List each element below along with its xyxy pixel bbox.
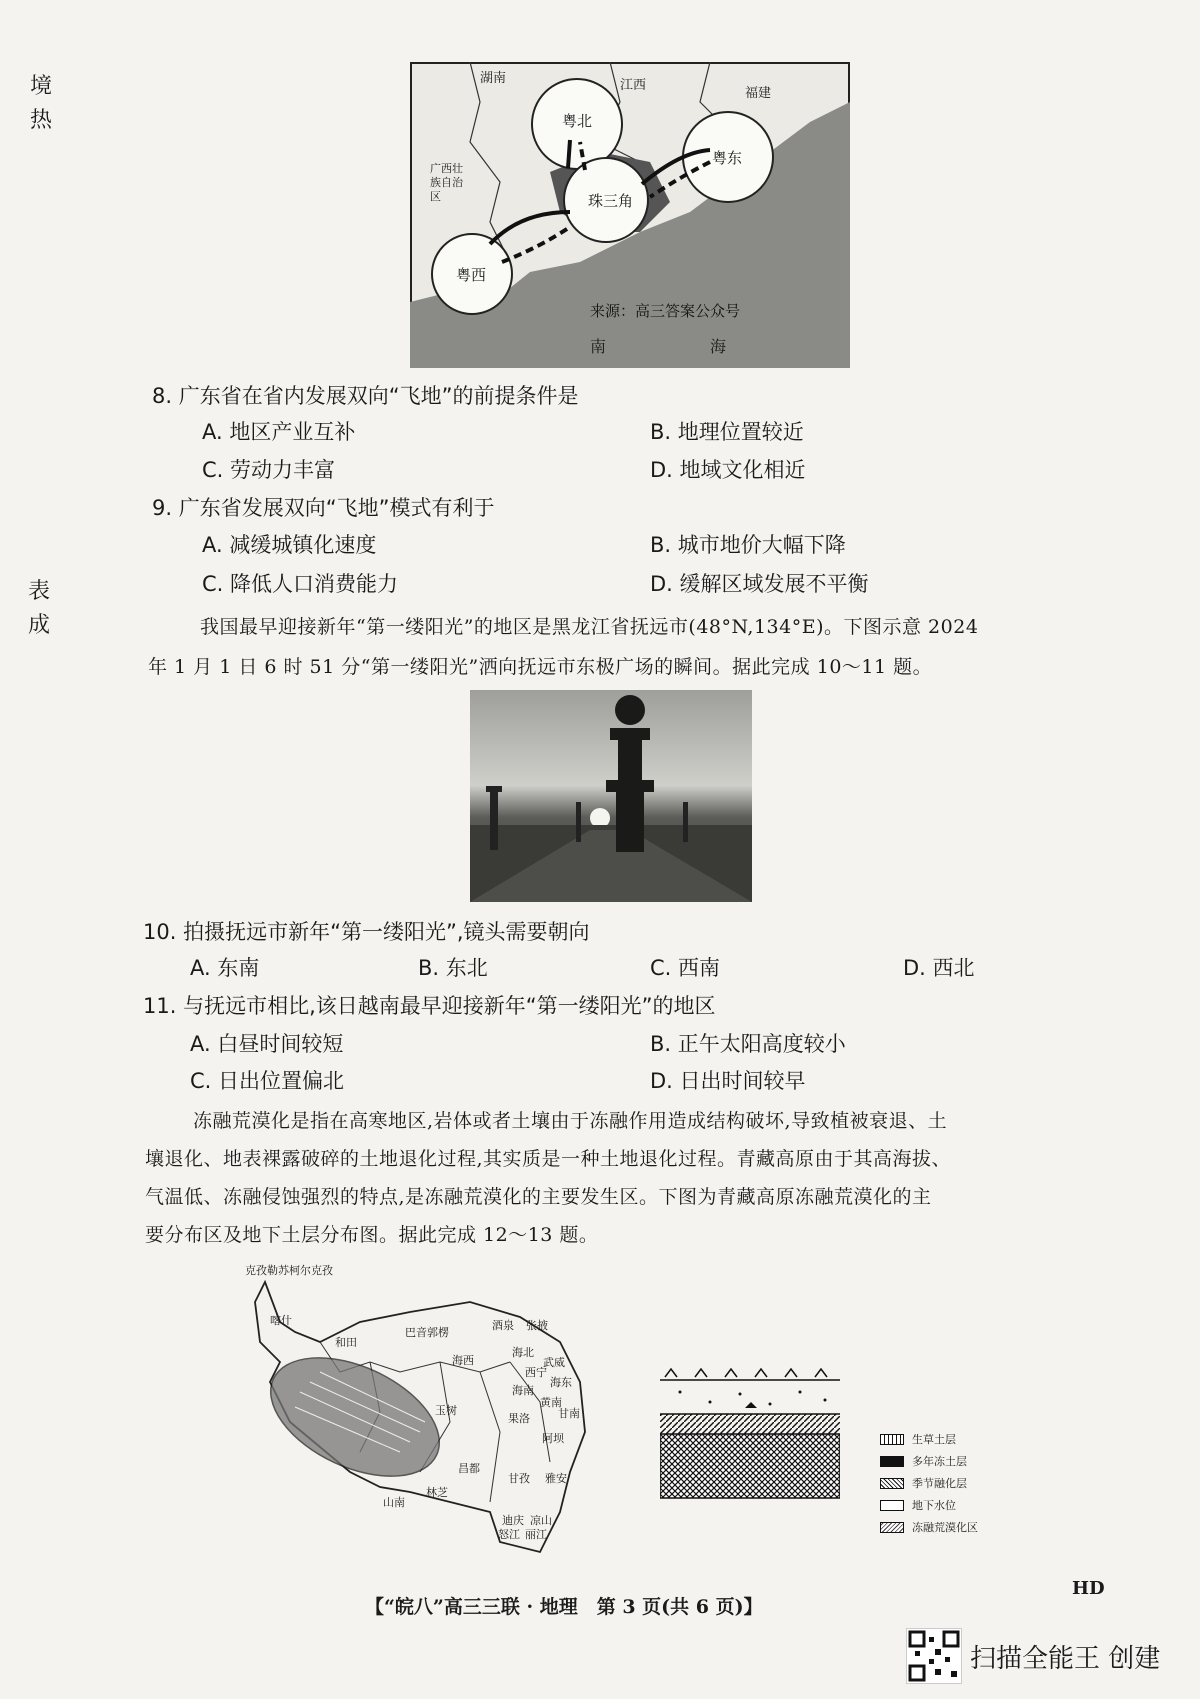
passage-2-line: 冻融荒漠化是指在高寒地区,岩体或者土壤由于冻融作用造成结构破坏,导致植被衰退、土	[193, 1110, 948, 1132]
q8-option-d: D. 地域文化相近	[650, 458, 806, 482]
q8-option-a: A. 地区产业互补	[202, 420, 356, 444]
province-label: 江西	[620, 78, 647, 93]
question-8-stem: 8. 广东省在省内发展双向“飞地”的前提条件是	[152, 384, 579, 408]
legend-swatch-icon	[880, 1500, 904, 1511]
map-label: 张掖	[526, 1319, 548, 1332]
map-label: 海西	[452, 1354, 474, 1367]
q9-option-a: A. 减缓城镇化速度	[202, 533, 377, 557]
map-label: 昌都	[458, 1462, 480, 1475]
region-label: 粤东	[712, 149, 743, 167]
map-label: 怒江	[498, 1528, 520, 1541]
passage-1-line: 年 1 月 1 日 6 时 51 分“第一缕阳光”洒向抚远市东极广场的瞬间。据此完成 10～11 题。	[148, 656, 933, 678]
question-9-stem: 9. 广东省发展双向“飞地”模式有利于	[152, 496, 495, 520]
map-label: 海北	[512, 1346, 534, 1359]
region-label: 粤北	[562, 112, 593, 130]
soil-legend	[880, 1428, 1010, 1538]
passage-2-line: 要分布区及地下土层分布图。据此完成 12～13 题。	[145, 1224, 599, 1246]
region-label: 珠三角	[588, 192, 634, 210]
map-label: 海东	[550, 1376, 572, 1389]
legend-swatch-icon	[880, 1434, 904, 1445]
legend-label: 地下水位	[912, 1499, 956, 1512]
legend-item	[880, 1428, 1010, 1450]
map-label: 凉山	[530, 1514, 552, 1527]
map-label: 酒泉	[492, 1319, 514, 1332]
q8-option-b: B. 地理位置较近	[650, 420, 804, 444]
province-label: 福建	[745, 86, 772, 101]
map-label: 阿坝	[542, 1432, 564, 1445]
legend-item	[880, 1472, 1010, 1494]
map-label: 林芝	[426, 1486, 448, 1499]
province-label: 湖南	[480, 71, 507, 86]
legend-swatch-icon	[880, 1478, 904, 1489]
province-label: 广西壮族自治区	[430, 162, 463, 203]
region-label: 粤西	[456, 266, 487, 284]
map-label: 玉树	[435, 1404, 457, 1417]
legend-label: 冻融荒漠化区	[912, 1521, 978, 1534]
q11-option-b: B. 正午太阳高度较小	[650, 1032, 846, 1056]
exam-code: HD	[1072, 1578, 1105, 1599]
legend-item	[880, 1494, 1010, 1516]
map-label: 果洛	[508, 1412, 530, 1425]
map-label: 雅安	[545, 1472, 567, 1485]
map-label: 甘孜	[508, 1472, 530, 1485]
margin-text-middle	[28, 575, 58, 643]
sea-label: 海	[710, 337, 727, 356]
scanner-watermark: 扫描全能王 创建	[970, 1644, 1161, 1674]
map-label: 山南	[383, 1496, 405, 1509]
map-label: 黄南	[540, 1396, 562, 1409]
map-label: 和田	[335, 1336, 357, 1349]
q9-option-b: B. 城市地价大幅下降	[650, 533, 846, 557]
soil-profile	[660, 1362, 840, 1502]
map-label: 西宁	[525, 1366, 547, 1379]
q11-option-a: A. 白昼时间较短	[190, 1032, 344, 1056]
q10-option-a: A. 东南	[190, 956, 260, 980]
map-label: 海南	[512, 1384, 534, 1397]
margin-char: 热	[30, 108, 53, 133]
map-label: 迪庆	[502, 1514, 524, 1527]
margin-text-top	[30, 70, 60, 138]
q9-option-c: C. 降低人口消费能力	[202, 572, 399, 596]
q9-option-d: D. 缓解区域发展不平衡	[650, 572, 869, 596]
question-10-stem: 10. 拍摄抚远市新年“第一缕阳光”,镜头需要朝向	[143, 920, 590, 944]
q10-option-d: D. 西北	[903, 956, 975, 980]
map-label: 武威	[543, 1356, 565, 1369]
legend-swatch-icon	[880, 1456, 904, 1467]
sunrise-photo	[470, 690, 752, 902]
margin-char: 表	[28, 579, 51, 604]
map-label: 巴音郭楞	[405, 1326, 449, 1339]
page-footer: 【“皖八”高三三联 · 地理 第 3 页(共 6 页)】	[365, 1596, 763, 1618]
map-label: 丽江	[525, 1528, 547, 1541]
question-11-stem: 11. 与抚远市相比,该日越南最早迎接新年“第一缕阳光”的地区	[143, 994, 716, 1018]
map-label: 甘南	[558, 1407, 580, 1420]
guangdong-map	[410, 62, 850, 368]
q11-option-d: D. 日出时间较早	[650, 1069, 806, 1093]
q10-option-b: B. 东北	[418, 956, 488, 980]
soil-profile-svg	[660, 1362, 840, 1502]
legend-label: 多年冻土层	[912, 1455, 967, 1468]
tibet-map	[240, 1262, 620, 1562]
qr-code-icon	[906, 1628, 962, 1684]
legend-item	[880, 1516, 1010, 1538]
map-label: 克孜勒苏柯尔克孜	[245, 1264, 333, 1277]
legend-label: 生草土层	[912, 1433, 956, 1446]
guangdong-map-svg	[410, 62, 850, 368]
legend-swatch-icon	[880, 1522, 904, 1533]
passage-1-line: 我国最早迎接新年“第一缕阳光”的地区是黑龙江省抚远市(48°N,134°E)。下图示意 2024	[200, 616, 979, 638]
sea-label: 南	[590, 337, 607, 356]
sunrise-photo-svg	[470, 690, 752, 902]
margin-char: 成	[28, 613, 51, 638]
passage-2-line: 气温低、冻融侵蚀强烈的特点,是冻融荒漠化的主要发生区。下图为青藏高原冻融荒漠化的主	[145, 1186, 932, 1208]
margin-char: 境	[30, 74, 53, 99]
source-label: 来源：高三答案公众号	[590, 302, 741, 320]
q11-option-c: C. 日出位置偏北	[190, 1069, 345, 1093]
map-label: 喀什	[270, 1314, 292, 1327]
passage-2-line: 壤退化、地表裸露破碎的土地退化过程,其实质是一种土地退化过程。青藏高原由于其高海拔、	[145, 1148, 952, 1170]
legend-label: 季节融化层	[912, 1477, 967, 1490]
q8-option-c: C. 劳动力丰富	[202, 458, 336, 482]
legend-item	[880, 1450, 1010, 1472]
passage-2	[145, 1102, 1115, 1254]
q10-option-c: C. 西南	[650, 956, 721, 980]
